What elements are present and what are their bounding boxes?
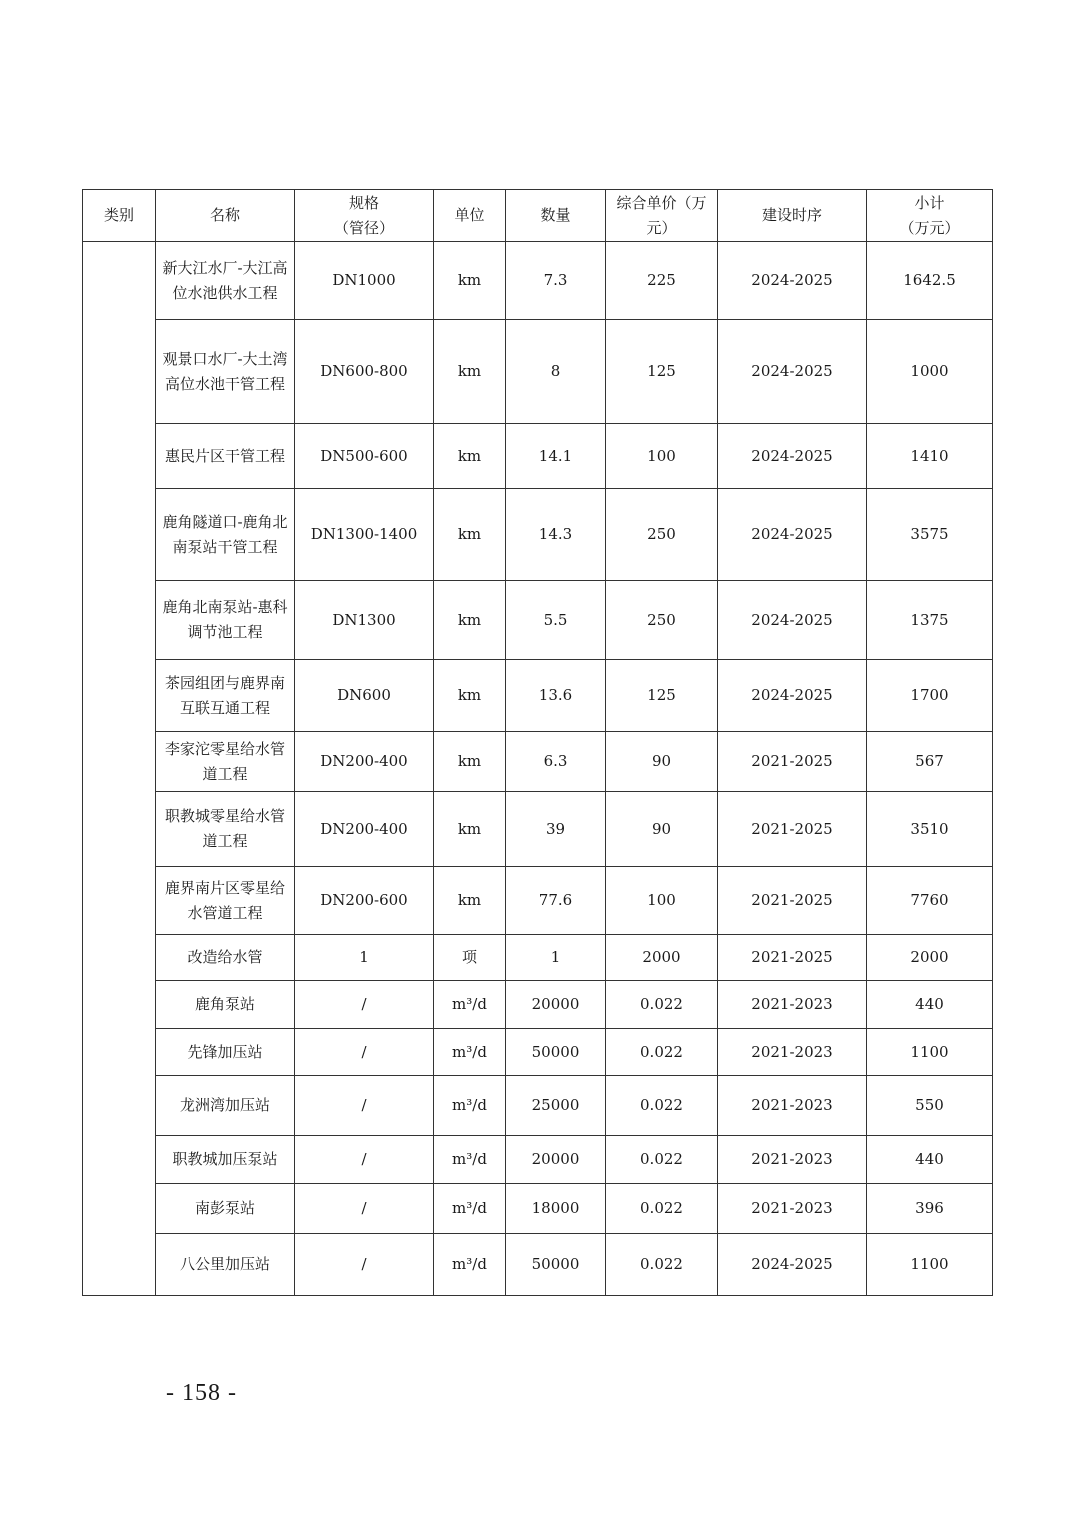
- cell-schedule: 2021-2023: [718, 1184, 867, 1234]
- cell-quantity: 77.6: [506, 867, 606, 935]
- cell-quantity: 7.3: [506, 242, 606, 320]
- cell-unit: m³/d: [434, 1234, 506, 1296]
- table-header-row: [83, 190, 993, 242]
- cell-unit: km: [434, 242, 506, 320]
- cell-unit-price: 0.022: [606, 981, 718, 1029]
- cell-schedule: 2024-2025: [718, 581, 867, 660]
- cell-subtotal: 7760: [867, 867, 993, 935]
- cell-unit-price: 0.022: [606, 1029, 718, 1076]
- cell-quantity: 20000: [506, 981, 606, 1029]
- header-unit-price: 综合单价（万元）: [606, 190, 718, 242]
- table-row: [83, 581, 993, 660]
- cell-quantity: 50000: [506, 1029, 606, 1076]
- cell-unit-price: 90: [606, 732, 718, 792]
- cell-subtotal: 2000: [867, 935, 993, 981]
- cell-spec: DN1300-1400: [295, 489, 434, 581]
- cell-subtotal: 1642.5: [867, 242, 993, 320]
- cell-schedule: 2021-2023: [718, 1136, 867, 1184]
- cell-schedule: 2024-2025: [718, 1234, 867, 1296]
- cell-schedule: 2021-2023: [718, 981, 867, 1029]
- table-row: [83, 1234, 993, 1296]
- cell-schedule: 2021-2025: [718, 867, 867, 935]
- cell-subtotal: 1410: [867, 424, 993, 489]
- cell-unit-price: 125: [606, 320, 718, 424]
- cell-schedule: 2024-2025: [718, 489, 867, 581]
- cell-spec: DN200-400: [295, 792, 434, 867]
- cell-spec: DN600-800: [295, 320, 434, 424]
- cell-unit: km: [434, 489, 506, 581]
- cell-unit: km: [434, 867, 506, 935]
- cell-subtotal: 1100: [867, 1029, 993, 1076]
- cell-spec: DN200-600: [295, 867, 434, 935]
- cell-unit-price: 0.022: [606, 1234, 718, 1296]
- table-row: [83, 732, 993, 792]
- cell-unit-price: 100: [606, 867, 718, 935]
- cell-name: 改造给水管: [156, 935, 295, 981]
- header-name: 名称: [156, 190, 295, 242]
- cell-schedule: 2021-2025: [718, 732, 867, 792]
- cell-subtotal: 1100: [867, 1234, 993, 1296]
- table-row: [83, 1136, 993, 1184]
- cell-quantity: 39: [506, 792, 606, 867]
- header-subtotal: 小计 （万元）: [867, 190, 993, 242]
- cell-name: 先锋加压站: [156, 1029, 295, 1076]
- page-number: - 158 -: [166, 1380, 237, 1406]
- cell-schedule: 2024-2025: [718, 660, 867, 732]
- cell-name: 职教城加压泵站: [156, 1136, 295, 1184]
- cell-quantity: 50000: [506, 1234, 606, 1296]
- cell-schedule: 2021-2023: [718, 1076, 867, 1136]
- cell-spec: /: [295, 1234, 434, 1296]
- table-row: [83, 1029, 993, 1076]
- cell-unit: km: [434, 792, 506, 867]
- header-category: 类别: [83, 190, 156, 242]
- cell-name: 惠民片区干管工程: [156, 424, 295, 489]
- table-row: [83, 424, 993, 489]
- cell-unit: m³/d: [434, 1136, 506, 1184]
- cell-unit: 项: [434, 935, 506, 981]
- cell-quantity: 1: [506, 935, 606, 981]
- header-quantity: 数量: [506, 190, 606, 242]
- cell-quantity: 5.5: [506, 581, 606, 660]
- cell-spec: DN200-400: [295, 732, 434, 792]
- cell-unit-price: 225: [606, 242, 718, 320]
- table-row: [83, 489, 993, 581]
- cell-subtotal: 1700: [867, 660, 993, 732]
- cell-schedule: 2024-2025: [718, 424, 867, 489]
- cell-name: 鹿角泵站: [156, 981, 295, 1029]
- cell-quantity: 8: [506, 320, 606, 424]
- cell-unit-price: 0.022: [606, 1136, 718, 1184]
- table-row: [83, 867, 993, 935]
- cell-name: 八公里加压站: [156, 1234, 295, 1296]
- cell-spec: DN1300: [295, 581, 434, 660]
- cell-subtotal: 3510: [867, 792, 993, 867]
- cell-unit: km: [434, 424, 506, 489]
- cell-subtotal: 1375: [867, 581, 993, 660]
- cell-unit: m³/d: [434, 981, 506, 1029]
- cell-unit: m³/d: [434, 1184, 506, 1234]
- cell-schedule: 2024-2025: [718, 320, 867, 424]
- cell-schedule: 2021-2023: [718, 1029, 867, 1076]
- table-row: [83, 981, 993, 1029]
- cell-subtotal: 396: [867, 1184, 993, 1234]
- table-row: [83, 660, 993, 732]
- cell-unit-price: 0.022: [606, 1184, 718, 1234]
- table-row: [83, 1076, 993, 1136]
- cell-name: 龙洲湾加压站: [156, 1076, 295, 1136]
- cell-spec: /: [295, 1029, 434, 1076]
- table-row: [83, 242, 993, 320]
- cell-subtotal: 440: [867, 981, 993, 1029]
- cell-quantity: 13.6: [506, 660, 606, 732]
- project-table: [82, 189, 993, 1296]
- cell-subtotal: 1000: [867, 320, 993, 424]
- cell-quantity: 14.1: [506, 424, 606, 489]
- cell-unit: km: [434, 660, 506, 732]
- cell-name: 南彭泵站: [156, 1184, 295, 1234]
- cell-subtotal: 567: [867, 732, 993, 792]
- cell-unit: m³/d: [434, 1076, 506, 1136]
- cell-unit-price: 250: [606, 489, 718, 581]
- cell-quantity: 25000: [506, 1076, 606, 1136]
- table-row: [83, 320, 993, 424]
- cell-spec: DN500-600: [295, 424, 434, 489]
- category-cell: [83, 242, 156, 1296]
- cell-unit-price: 250: [606, 581, 718, 660]
- cell-spec: /: [295, 981, 434, 1029]
- cell-spec: /: [295, 1076, 434, 1136]
- cell-name: 新大江水厂-大江高位水池供水工程: [156, 242, 295, 320]
- cell-unit-price: 125: [606, 660, 718, 732]
- table-row: [83, 792, 993, 867]
- cell-unit: km: [434, 581, 506, 660]
- cell-unit: km: [434, 732, 506, 792]
- cell-name: 茶园组团与鹿界南互联互通工程: [156, 660, 295, 732]
- cell-spec: /: [295, 1136, 434, 1184]
- cell-name: 职教城零星给水管道工程: [156, 792, 295, 867]
- cell-name: 鹿角北南泵站-惠科调节池工程: [156, 581, 295, 660]
- cell-schedule: 2021-2025: [718, 792, 867, 867]
- cell-name: 李家沱零星给水管道工程: [156, 732, 295, 792]
- table-row: [83, 1184, 993, 1234]
- cell-quantity: 14.3: [506, 489, 606, 581]
- cell-schedule: 2024-2025: [718, 242, 867, 320]
- cell-unit-price: 0.022: [606, 1076, 718, 1136]
- header-unit: 单位: [434, 190, 506, 242]
- cell-name: 鹿角隧道口-鹿角北南泵站干管工程: [156, 489, 295, 581]
- cell-spec: DN600: [295, 660, 434, 732]
- cell-schedule: 2021-2025: [718, 935, 867, 981]
- cell-unit-price: 100: [606, 424, 718, 489]
- cell-spec: /: [295, 1184, 434, 1234]
- table-row: [83, 935, 993, 981]
- cell-name: 鹿界南片区零星给水管道工程: [156, 867, 295, 935]
- cell-quantity: 20000: [506, 1136, 606, 1184]
- cell-spec: 1: [295, 935, 434, 981]
- cell-unit-price: 2000: [606, 935, 718, 981]
- cell-unit: m³/d: [434, 1029, 506, 1076]
- cell-name: 观景口水厂-大土湾高位水池干管工程: [156, 320, 295, 424]
- cell-unit: km: [434, 320, 506, 424]
- cell-unit-price: 90: [606, 792, 718, 867]
- header-spec: 规格 （管径）: [295, 190, 434, 242]
- cell-subtotal: 3575: [867, 489, 993, 581]
- cell-subtotal: 550: [867, 1076, 993, 1136]
- header-schedule: 建设时序: [718, 190, 867, 242]
- cell-subtotal: 440: [867, 1136, 993, 1184]
- cell-spec: DN1000: [295, 242, 434, 320]
- cell-quantity: 18000: [506, 1184, 606, 1234]
- cell-quantity: 6.3: [506, 732, 606, 792]
